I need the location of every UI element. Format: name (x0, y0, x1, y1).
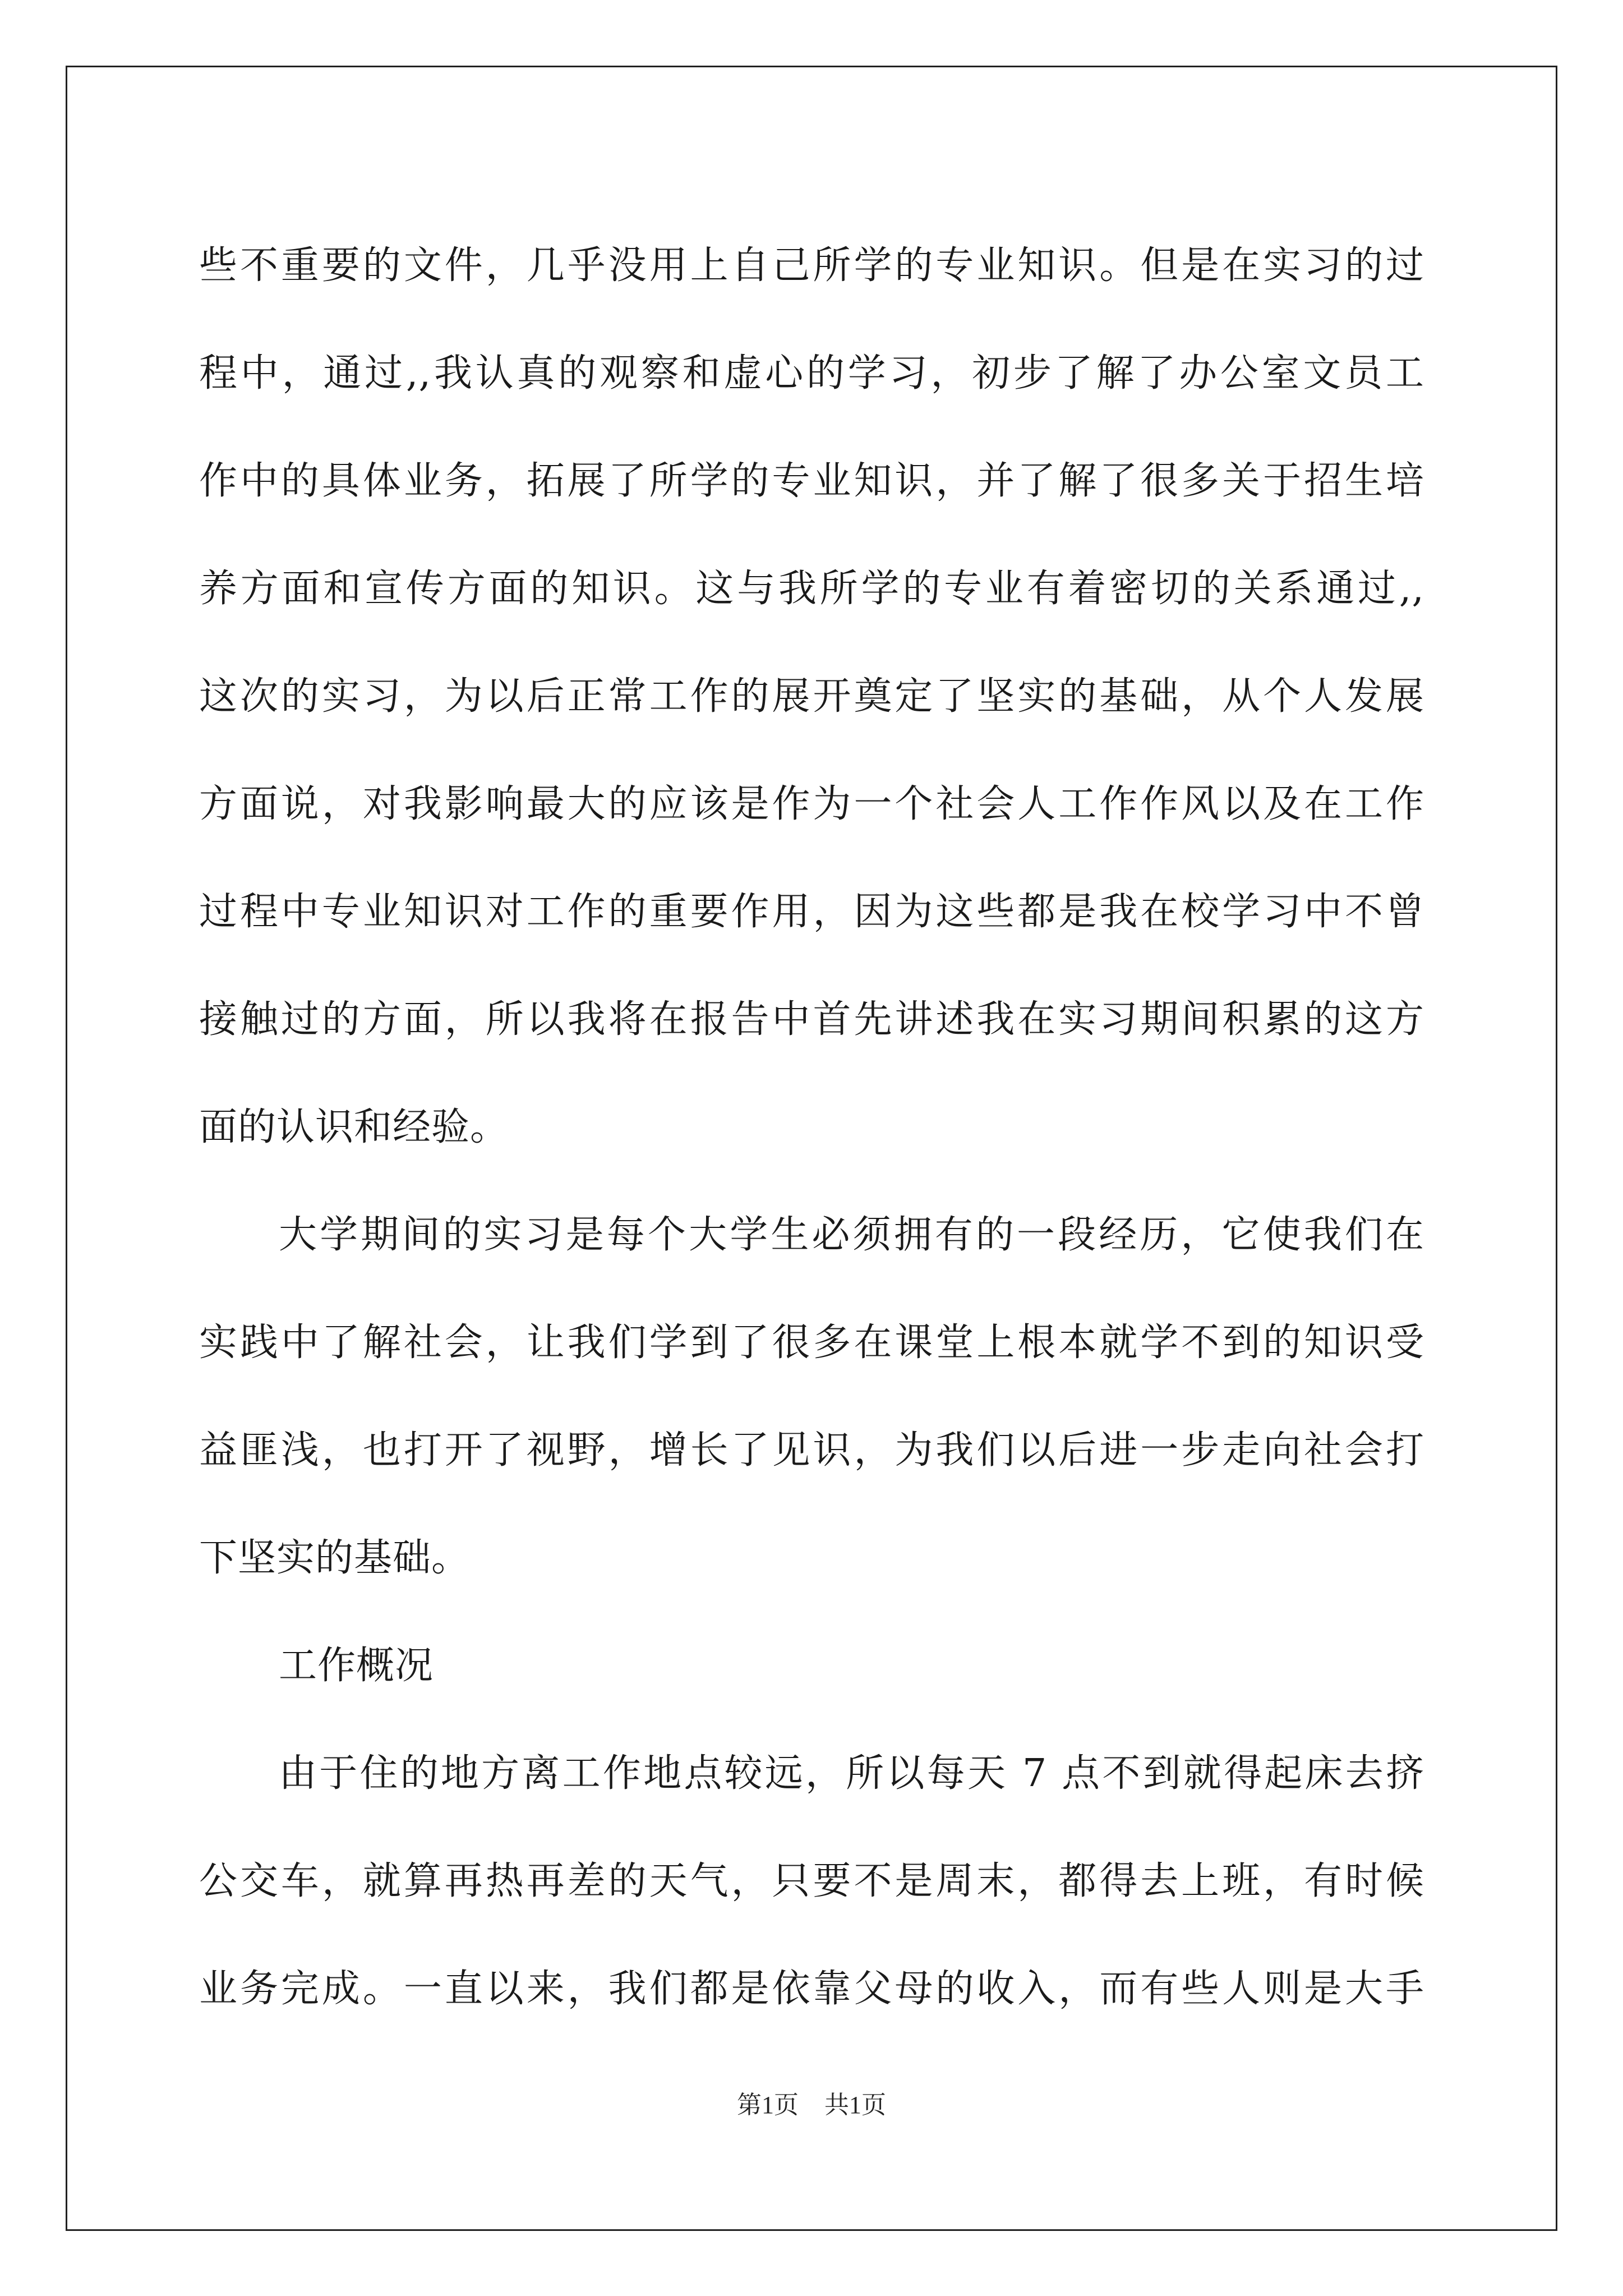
paragraph-line: 下坚实的基础。 (199, 1536, 471, 1580)
section-heading: 工作概况 (279, 1644, 434, 1688)
paragraph-line: 程中，通过,,我认真的观察和虚心的学习，初步了解了办公室文员工 (199, 351, 1424, 395)
paragraph-line: 业务完成。一直以来，我们都是依靠父母的收入，而有些人则是大手 (199, 1967, 1424, 2011)
paragraph-line: 过程中专业知识对工作的重要作用，因为这些都是我在校学习中不曾 (199, 890, 1424, 934)
paragraph-line: 大学期间的实习是每个大学生必须拥有的一段经历，它使我们在 (279, 1213, 1424, 1257)
paragraph-line: 面的认识和经验。 (199, 1105, 509, 1149)
paragraph-line: 方面说，对我影响最大的应该是作为一个社会人工作作风以及在工作 (199, 782, 1424, 826)
page-footer (0, 2085, 1623, 2120)
paragraph-line: 些不重要的文件，几乎没用上自己所学的专业知识。但是在实习的过 (199, 243, 1424, 288)
document-body (199, 212, 1424, 2043)
page-number: 第1页 (737, 2091, 799, 2119)
paragraph-line: 实践中了解社会，让我们学到了很多在课堂上根本就学不到的知识受 (199, 1320, 1424, 1365)
paragraph-line: 由于住的地方离工作地点较远，所以每天 7 点不到就得起床去挤 (279, 1751, 1424, 1796)
paragraph-line: 益匪浅，也打开了视野，增长了见识，为我们以后进一步走向社会打 (199, 1428, 1424, 1473)
paragraph-line: 接触过的方面，所以我将在报告中首先讲述我在实习期间积累的这方 (199, 997, 1424, 1042)
paragraph-line: 公交车，就算再热再差的天气，只要不是周末，都得去上班，有时候 (199, 1859, 1424, 1903)
page-total: 共1页 (824, 2091, 886, 2119)
paragraph-line: 养方面和宣传方面的知识。这与我所学的专业有着密切的关系通过,, (199, 567, 1424, 611)
paragraph-line: 作中的具体业务，拓展了所学的专业知识，并了解了很多关于招生培 (199, 459, 1424, 503)
paragraph-line: 这次的实习，为以后正常工作的展开奠定了坚实的基础，从个人发展 (199, 674, 1424, 719)
